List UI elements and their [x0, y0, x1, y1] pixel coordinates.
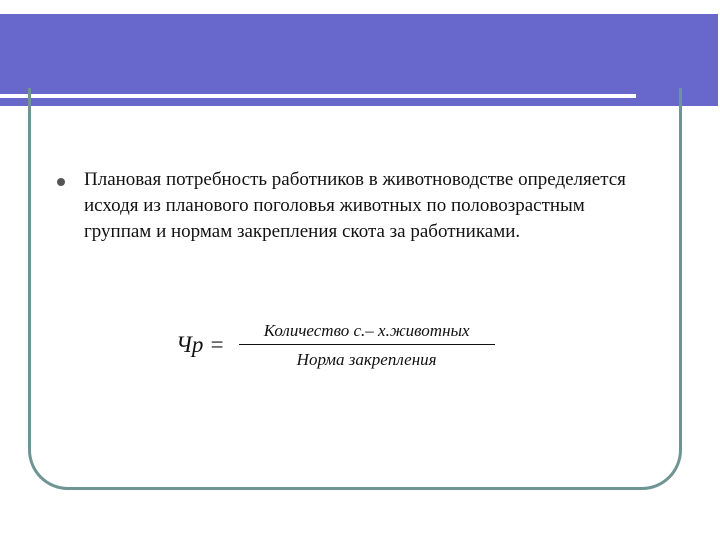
formula: [176, 315, 495, 375]
content-frame: [28, 88, 682, 490]
formula-numerator: Количество с.– х.животных: [263, 320, 470, 340]
formula-denominator: Норма закрепления: [296, 349, 437, 369]
bullet-icon: [57, 178, 65, 186]
bullet-text: Плановая потребность работников в животноводстве определяется исходя из планового поголовья животных по половозрастным группам и нормам закрепления скота за работниками.: [84, 169, 626, 242]
formula-fraction: [239, 321, 495, 370]
formula-lhs: Чр =: [176, 332, 225, 357]
